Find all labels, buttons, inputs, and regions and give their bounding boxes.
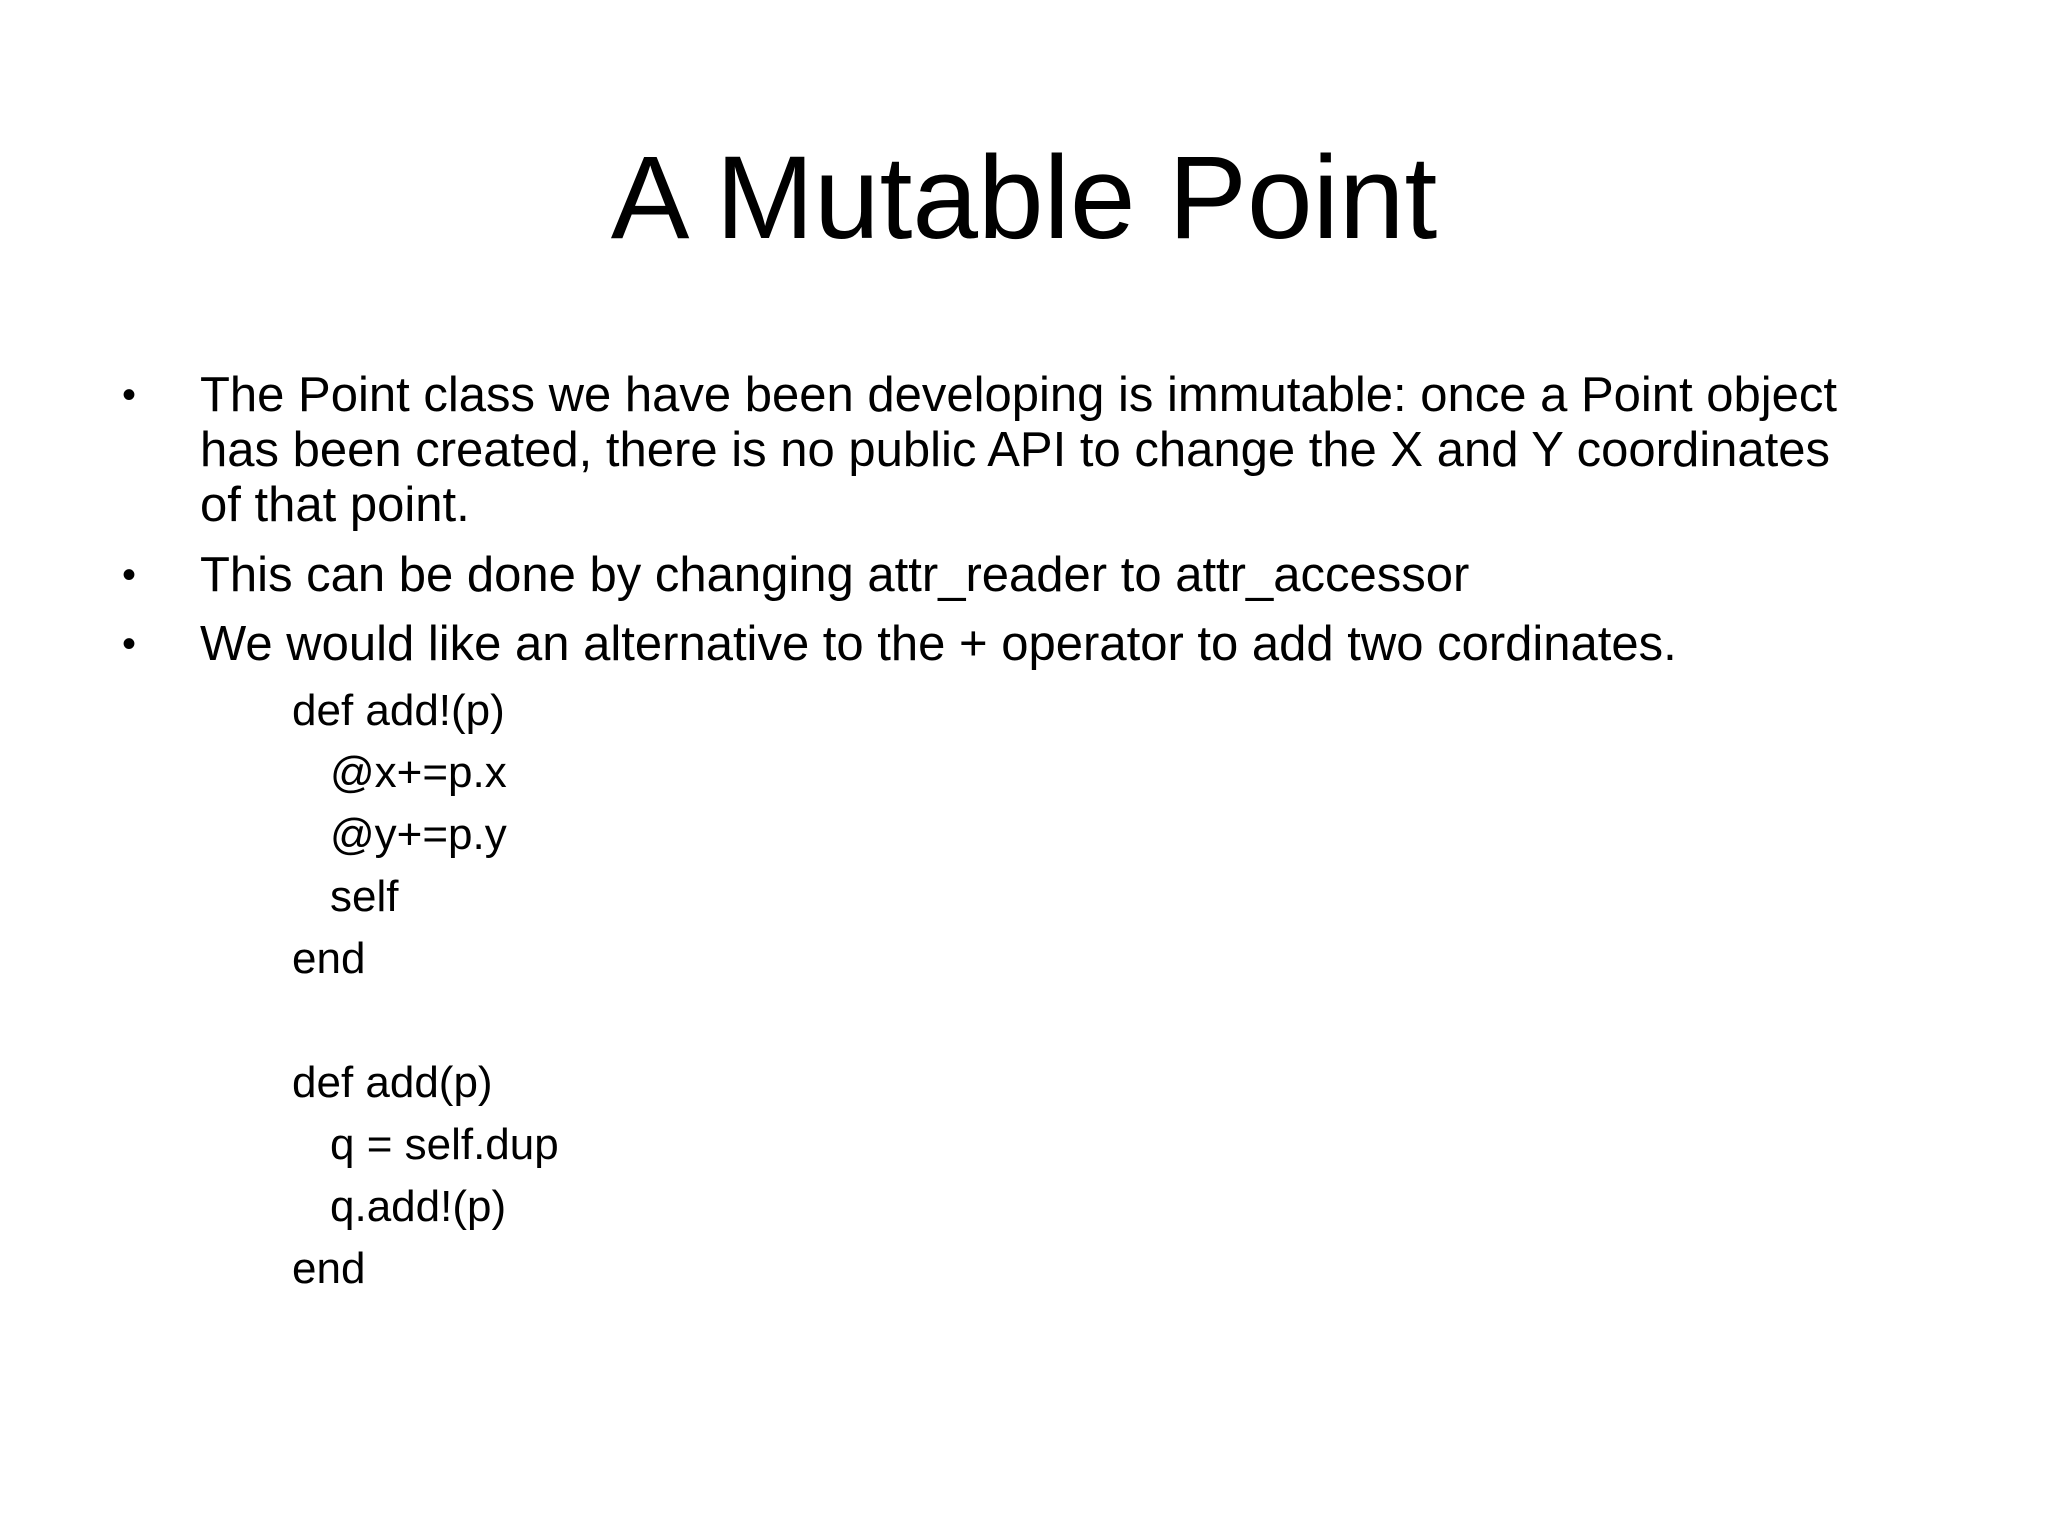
slide-title: A Mutable Point xyxy=(610,132,1438,264)
bullet-dot: • xyxy=(122,622,137,666)
bullet-text: We would like an alternative to the + operator to add two cordinates. xyxy=(200,617,1677,671)
code-line: def add(p) xyxy=(292,1058,493,1107)
code-line: self xyxy=(330,872,399,921)
bullet-item xyxy=(122,548,1850,603)
bullet-item xyxy=(122,368,1850,533)
code-line: end xyxy=(292,1244,366,1293)
bullet-item xyxy=(122,617,1850,672)
code-line: @y+=p.y xyxy=(330,810,507,859)
code-line: end xyxy=(292,934,366,983)
bullet-dot: • xyxy=(122,373,137,417)
code-line: @x+=p.x xyxy=(330,748,507,797)
bullet-dot: • xyxy=(122,553,137,597)
bullet-text: The Point class we have been developing is immutable: once a Point object has been created, there is no public API to change the X and Y coordinates of that point. xyxy=(200,368,1838,532)
code-line: q = self.dup xyxy=(330,1120,559,1169)
bullet-text: This can be done by changing attr_reader to attr_accessor xyxy=(200,548,1470,602)
code-line: q.add!(p) xyxy=(330,1182,507,1231)
code-line: def add!(p) xyxy=(292,686,505,735)
